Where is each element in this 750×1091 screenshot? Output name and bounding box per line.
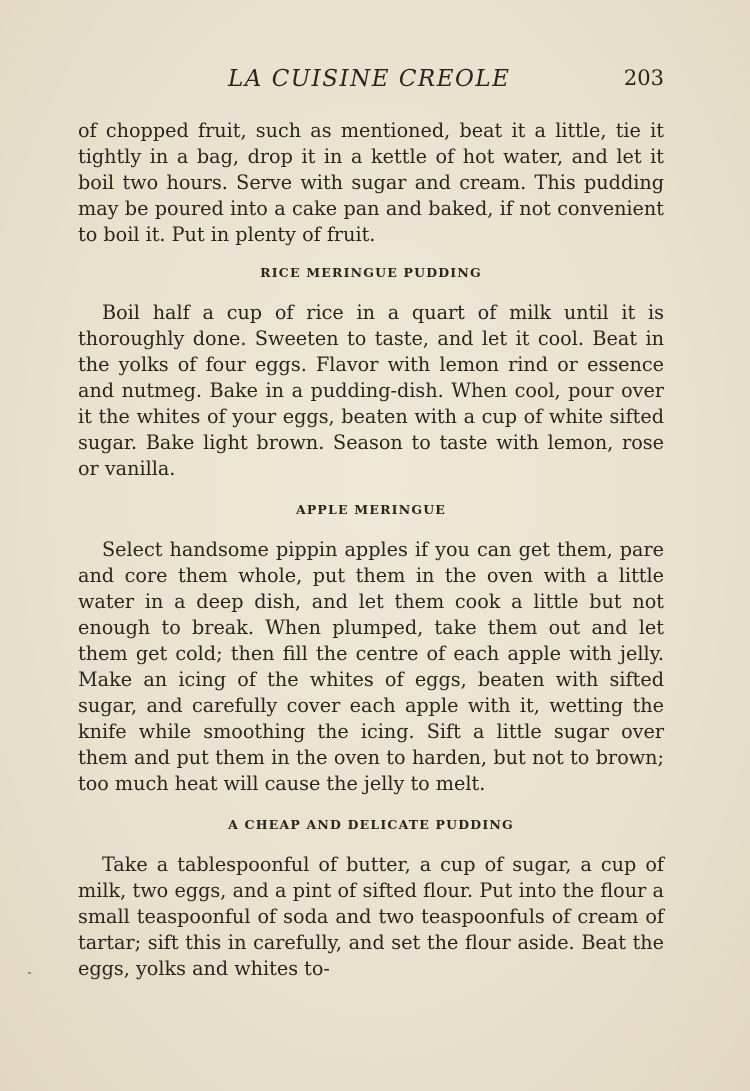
running-title: LA CUISINE CREOLE	[228, 66, 511, 92]
paper-speck	[28, 972, 31, 974]
recipe-heading-rice-meringue-pudding: RICE MERINGUE PUDDING	[260, 265, 482, 280]
recipe-heading-apple-meringue: APPLE MERINGUE	[295, 502, 447, 517]
recipe-text-rice-meringue-pudding: Boil half a cup of rice in a quart of milk until it is thoroughly done. Sweeten to taste, and let it cool. Beat in the yolks of four eggs. Flavor with lemon rind or essence and nutmeg. Bake in a pudding-dish. When cool, pour over it the whites of your eggs, beaten with a cup of white sifted sugar. Bake light brown. Season to taste with lemon, rose or vanilla.	[78, 301, 664, 480]
page-text	[78, 118, 664, 982]
recipe-text-cheap-delicate-pudding: Take a tablespoonful of butter, a cup of sugar, a cup of milk, two eggs, and a pint of sifted flour. Put into the flour a small teaspoonful of soda and two teaspoonfuls of cream of tartar; sift this in carefully, and set the flour aside. Beat the eggs, yolks and whites to-	[78, 853, 664, 980]
continued-paragraph: of chopped fruit, such as mentioned, beat it a little, tie it tightly in a bag, drop it in a kettle of hot water, and let it boil two hours. Serve with sugar and cream. This pudding may be poured into a cake pan and baked, if not convenient to boil it. Put in plenty of fruit.	[78, 119, 664, 246]
running-head	[78, 66, 664, 96]
recipe-text-apple-meringue: Select handsome pippin apples if you can get them, pare and core them whole, put them in the oven with a little water in a deep dish, and let them cook a little but not enough to break. When plumped, take them out and let them get cold; then fill the centre of each apple with jelly. Make an icing of the whites of eggs, beaten with sifted sugar, and carefully cover each apple with it, wetting the knife while smoothing the icing. Sift a little sugar over them and put them in the oven to harden, but not to brown; too much heat will cause the jelly to melt.	[78, 538, 664, 795]
page-number: 203	[623, 66, 664, 90]
recipe-heading-cheap-delicate-pudding: A CHEAP AND DELICATE PUDDING	[228, 817, 514, 832]
